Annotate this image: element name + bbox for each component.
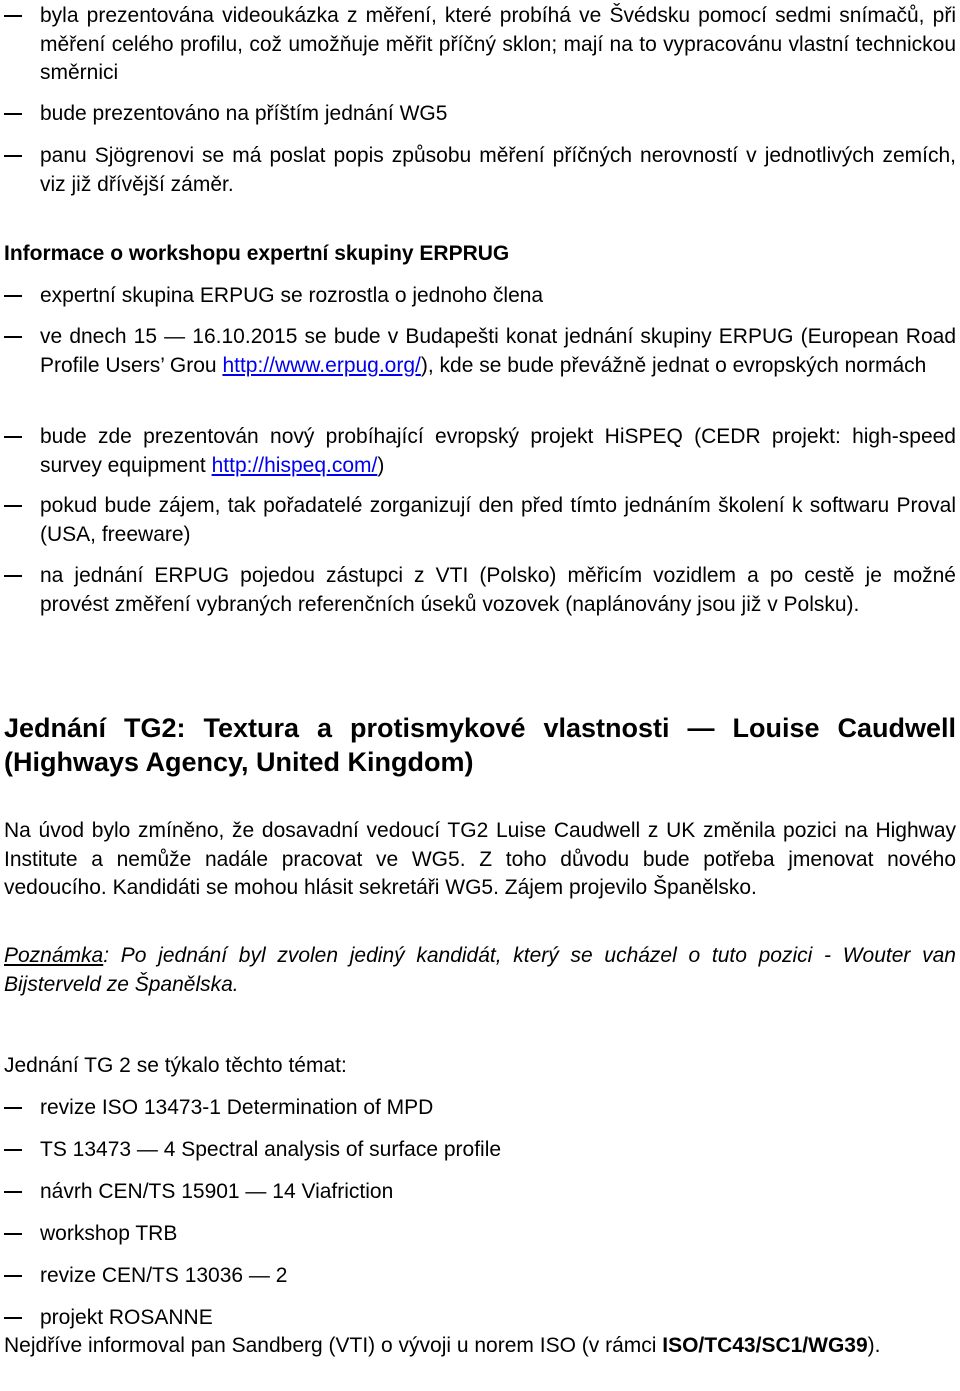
list-item-text: TS 13473 — 4 Spectral analysis of surface profile (40, 1138, 502, 1161)
list-item-text (40, 423, 956, 480)
list-item-text: revize CEN/TS 13036 — 2 (40, 1264, 288, 1287)
dash-bullet-icon (4, 1275, 22, 1277)
list-item (4, 1178, 956, 1207)
dash-bullet-icon (4, 1107, 22, 1109)
list-item-text: na jednání ERPUG pojedou zástupci z VTI (Polsko) měřicím vozidlem a po cestě je možné provést změření vybraných referenčních úseků vozovek (naplánovány jsou již v Polsku). (40, 564, 956, 616)
dash-bullet-icon (4, 436, 22, 438)
text-run: ), kde se bude převážně jednat o evropských normách (420, 353, 927, 377)
paragraph: Na úvod bylo zmíněno, že dosavadní vedoucí TG2 Luise Caudwell z UK změnila pozici na Highway Institute a nemůže nadále pracovat ve WG5. Z toho důvodu bude potřeba jmenovat nového vedoucího. Kandidáti se mohou hlásit sekretáři WG5. Zájem projevilo Španělsko. (4, 819, 956, 899)
list-item (4, 100, 956, 129)
list-item-text: revize ISO 13473-1 Determination of MPD (40, 1096, 434, 1119)
list-item-text: bude prezentováno na příštím jednání WG5 (40, 102, 448, 125)
list-item-text: pokud bude zájem, tak pořadatelé zorganizují den před tímto jednáním školení k softwaru Proval (USA, freeware) (40, 494, 956, 546)
topics-intro: Jednání TG 2 se týkalo těchto témat: (4, 1054, 347, 1077)
list-item-text: návrh CEN/TS 15901 — 14 Viafriction (40, 1180, 394, 1203)
dash-bullet-icon (4, 1233, 22, 1235)
dash-bullet-icon (4, 575, 22, 577)
list-item (4, 562, 956, 619)
list-item (4, 1136, 956, 1165)
list-item-text: panu Sjögrenovi se má poslat popis způsobu měření příčných nerovností v jednotlivých zemích, viz již dřívější záměr. (40, 144, 956, 196)
list-item (4, 492, 956, 549)
closing-paragraph (4, 1332, 956, 1361)
text-run: ) (377, 453, 385, 477)
erpug-link[interactable]: http://www.erpug.org/ (222, 353, 421, 377)
dash-bullet-icon (4, 505, 22, 507)
list-item (4, 423, 956, 480)
text-run-bold: ISO/TC43/SC1/WG39 (662, 1334, 868, 1357)
text-run: ). (867, 1334, 881, 1357)
dash-bullet-icon (4, 15, 22, 17)
list-item-text (40, 323, 956, 380)
text-run: Nejdříve informoval pan Sandberg (VTI) o vývoji u norem ISO (v rámci (4, 1334, 663, 1357)
dash-bullet-icon (4, 336, 22, 338)
list-item-text: byla prezentována videoukázka z měření, které probíhá ve Švédsku pomocí sedmi snímačů, při měření celého profilu, což umožňuje měřit příčný sklon; mají na to vypracovánu vlastní technickou směrnici (40, 4, 956, 84)
list-item (4, 2, 956, 88)
list-item (4, 1220, 956, 1249)
list-item (4, 1262, 956, 1291)
list-item (4, 1094, 956, 1123)
note-paragraph (4, 942, 956, 999)
hispeq-link[interactable]: http://hispeq.com/ (211, 453, 378, 477)
dash-bullet-icon (4, 1191, 22, 1193)
list-item (4, 282, 956, 311)
dash-bullet-icon (4, 1149, 22, 1151)
list-item-text: projekt ROSANNE (40, 1306, 213, 1329)
note-label: Poznámka (4, 944, 104, 967)
dash-bullet-icon (4, 1317, 22, 1319)
list-item-text: workshop TRB (40, 1222, 178, 1245)
text-run: ve dnech 15 — 16.10.2015 se bude v Budapešti konat jednání skupiny ERPUG (European Road Profile Users’ Grou (40, 325, 956, 377)
list-item (4, 142, 956, 199)
note-text: : Po jednání byl zvolen jediný kandidát, který se ucházel o tuto pozici - Wouter van Bijsterveld ze Španělska. (4, 944, 956, 996)
dash-bullet-icon (4, 295, 22, 297)
dash-bullet-icon (4, 113, 22, 115)
section-heading-workshop: Informace o workshopu expertní skupiny ERPRUG (4, 242, 510, 265)
list-item (4, 323, 956, 380)
dash-bullet-icon (4, 155, 22, 157)
text-run: bude zde prezentován nový probíhající evropský projekt HiSPEQ (CEDR projekt: high-speed survey equipment (40, 425, 956, 477)
list-item (4, 1304, 956, 1333)
list-item-text: expertní skupina ERPUG se rozrostla o jednoho člena (40, 284, 544, 307)
section-heading-tg2: Jednání TG2: Textura a protismykové vlastnosti — Louise Caudwell (Highways Agency, United Kingdom) (4, 713, 956, 777)
